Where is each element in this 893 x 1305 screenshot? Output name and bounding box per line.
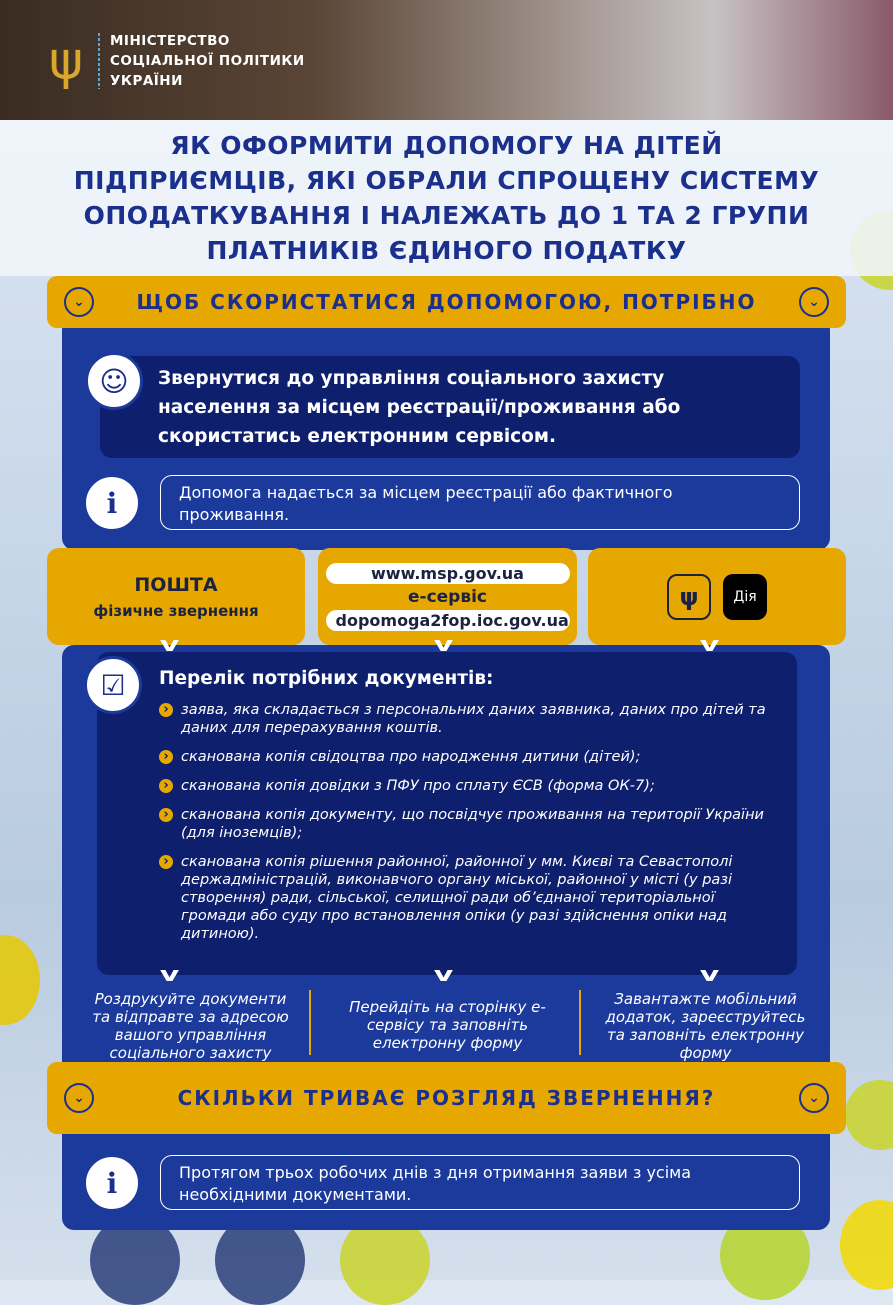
- decor-circle: [845, 1080, 893, 1150]
- document-item: › сканована копія свідоцтва про народження дитини (дітей);: [159, 748, 767, 766]
- step-app: Завантажте мобільний додаток, зареєструйтесь та заповніть електронну форму: [605, 990, 806, 1062]
- decor-circle: [0, 935, 40, 1025]
- document-item: › сканована копія довідки з ПФУ про сплату ЄСВ (форма ОК-7);: [159, 777, 767, 795]
- main-instruction: Звернутися до управління соціального захисту населення за місцем реєстрації/проживання або скористатись електронним сервісом.: [100, 356, 800, 458]
- official-person-icon: ☺: [85, 352, 143, 410]
- trident-icon: ψ: [48, 31, 84, 91]
- documents-heading: Перелік потрібних документів:: [159, 668, 494, 689]
- chevron-down-icon[interactable]: ⌄: [64, 1083, 94, 1113]
- channel-post: [47, 548, 305, 645]
- title-line: ПІДПРИЄМЦІВ, ЯКІ ОБРАЛИ СПРОЩЕНУ СИСТЕМУ: [73, 166, 820, 195]
- logo-line: УКРАЇНИ: [110, 73, 183, 89]
- logo-divider: [98, 33, 100, 89]
- arrow-down-icon: v: [699, 962, 720, 986]
- step-eservice: Перейдіть на сторінку е-сервісу та заповніть електронну форму: [349, 998, 546, 1052]
- title-line: ЯК ОФОРМИТИ ДОПОМОГУ НА ДІТЕЙ: [170, 131, 723, 160]
- diia-app-icon[interactable]: Дія: [723, 574, 767, 620]
- documents-list-box: [97, 652, 797, 975]
- duration-note: Протягом трьох робочих днів з дня отримання заяви з усіма необхідними документами.: [160, 1155, 800, 1210]
- section2-header[interactable]: [47, 1062, 846, 1134]
- document-item: › сканована копія документу, що посвідчує проживання на території України (для іноземців);: [159, 806, 767, 842]
- info-icon: i: [83, 1154, 141, 1212]
- divider: [579, 990, 581, 1055]
- trident-icon: ψ: [667, 574, 711, 620]
- chevron-down-icon[interactable]: ⌄: [799, 287, 829, 317]
- info-note: Допомога надається за місцем реєстрації або фактичного проживання.: [160, 475, 800, 530]
- checklist-person-icon: ☑: [84, 656, 142, 714]
- divider: [309, 990, 311, 1055]
- logo-line: СОЦІАЛЬНОЇ ПОЛІТИКИ: [110, 53, 305, 69]
- dopomoga-link[interactable]: dopomoga2fop.ioc.gov.ua: [326, 610, 570, 631]
- document-item: › заява, яка складається з персональних даних заявника, даних про дітей та даних для перерахування коштів.: [159, 701, 767, 737]
- info-icon: i: [83, 474, 141, 532]
- document-item: › сканована копія рішення районної, районної у мм. Києві та Севастополі держадміністрацій, виконавчого органу міської, районної у місті (у разі створення) ради, сільської, селищної ради об’єднаної територіальної громади або суду про встановлення опіки (у разі здійснення опіки над дитиною).: [159, 853, 767, 943]
- section1-header[interactable]: [47, 276, 846, 328]
- section2-heading: СКІЛЬКИ ТРИВАЄ РОЗГЛЯД ЗВЕРНЕННЯ?: [177, 1086, 716, 1110]
- arrow-down-icon: v: [433, 632, 454, 656]
- step-post: Роздрукуйте документи та відправте за адресою вашого управління соціального захисту: [92, 990, 289, 1062]
- arrow-down-icon: v: [699, 632, 720, 656]
- chevron-down-icon[interactable]: ⌄: [799, 1083, 829, 1113]
- title-line: ОПОДАТКУВАННЯ І НАЛЕЖАТЬ ДО 1 ТА 2 ГРУПИ: [83, 201, 810, 230]
- post-subtitle: фізичне звернення: [93, 601, 259, 620]
- msp-link[interactable]: www.msp.gov.ua: [326, 563, 570, 584]
- page-title: [47, 128, 847, 268]
- arrow-down-icon: v: [433, 962, 454, 986]
- title-band: [0, 120, 893, 276]
- title-line: ПЛАТНИКІВ ЄДИНОГО ПОДАТКУ: [206, 236, 687, 265]
- ministry-logo: [44, 30, 305, 92]
- logo-line: МІНІСТЕРСТВО: [110, 33, 230, 49]
- eservice-label: е-сервіс: [407, 586, 488, 607]
- section1-heading: ЩОБ СКОРИСТАТИСЯ ДОПОМОГОЮ, ПОТРІБНО: [136, 290, 757, 314]
- chevron-down-icon[interactable]: ⌄: [64, 287, 94, 317]
- arrow-down-icon: v: [159, 632, 180, 656]
- channel-app: [588, 548, 846, 645]
- arrow-down-icon: v: [159, 962, 180, 986]
- channel-eservice: [318, 548, 577, 645]
- decor-circle: [840, 1200, 893, 1290]
- post-title: ПОШТА: [134, 573, 218, 596]
